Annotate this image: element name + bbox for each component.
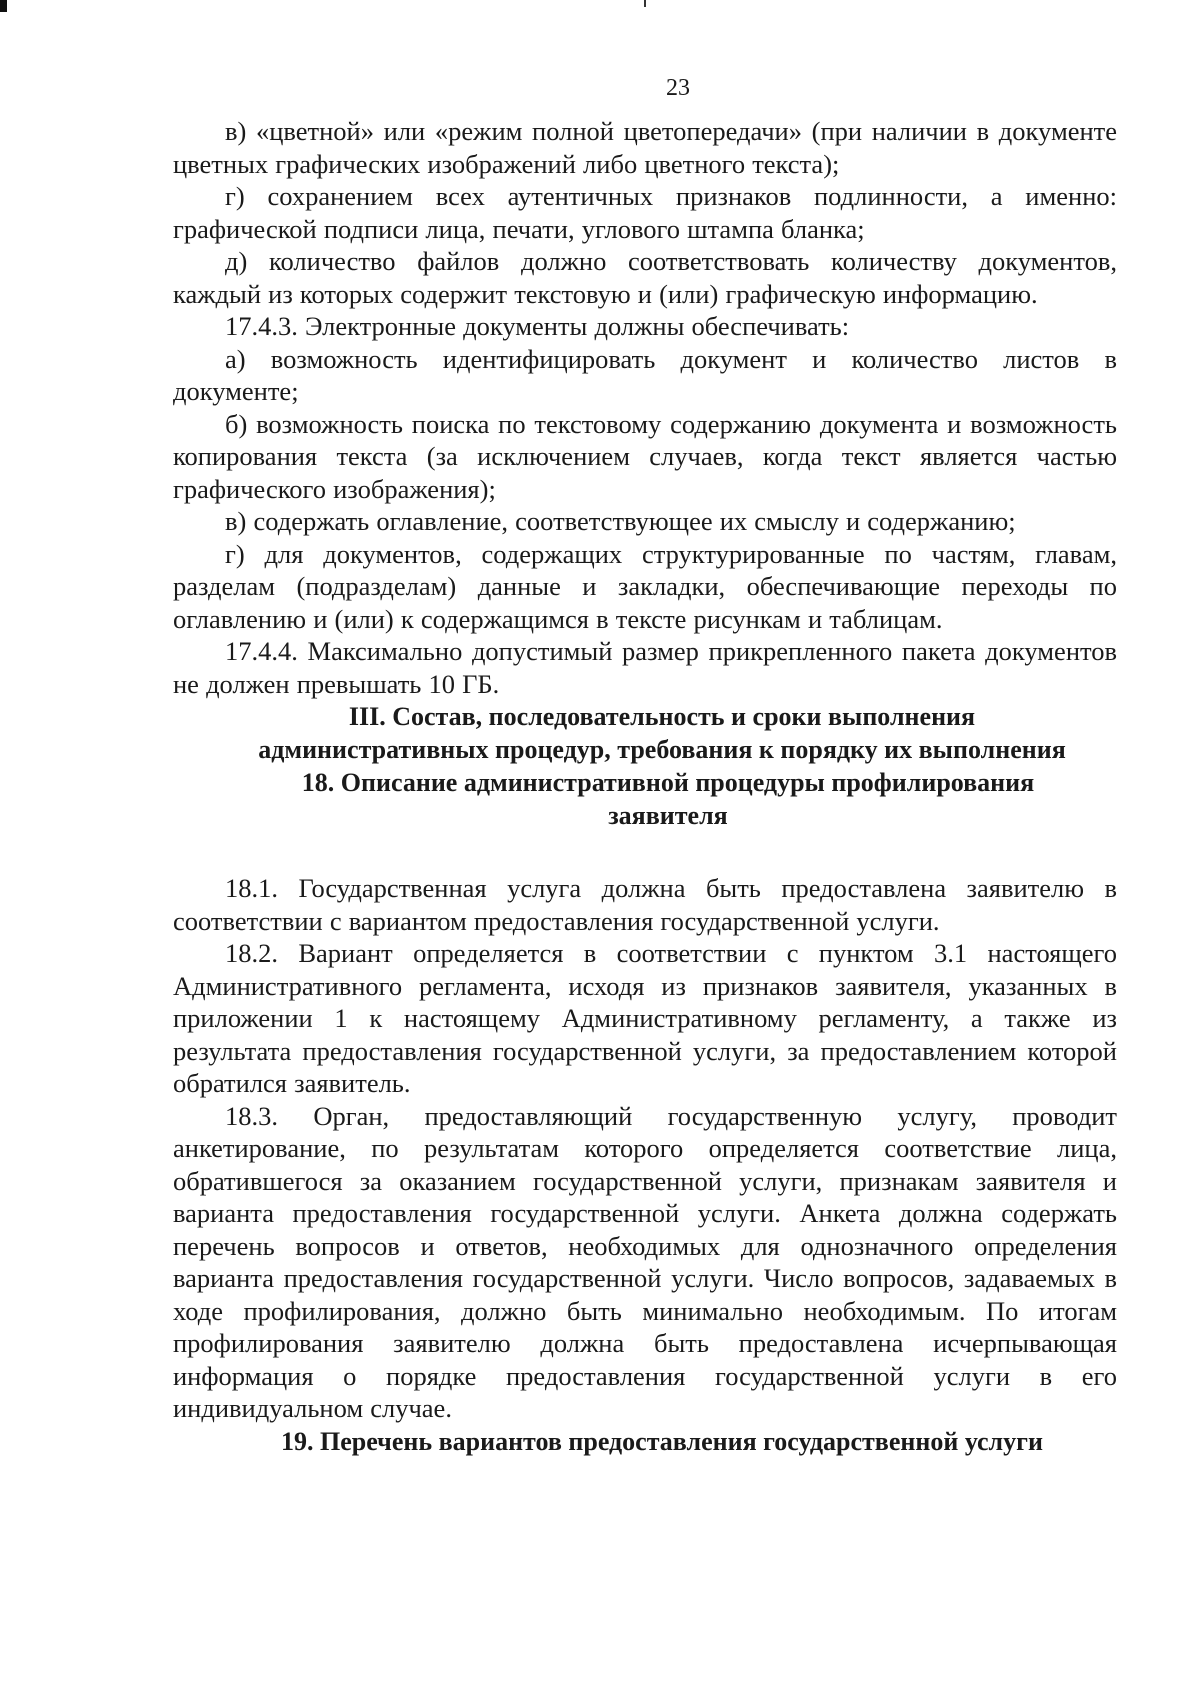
heading-spacer: [173, 832, 1117, 872]
paragraph-18-1: 18.1. Государственная услуга должна быть предоставлена заявителю в соответствии с вариантом предоставления государственной услуги.: [173, 873, 1117, 936]
scan-top-mark: [644, 0, 646, 7]
section-18-heading-line1: 18. Описание административной процедуры профилирования: [301, 768, 1035, 797]
paragraph-18-2: 18.2. Вариант определяется в соответствии с пунктом 3.1 настоящего Административного регламента, исходя из признаков заявителя, указанных в приложении 1 к настоящему Административному регламенту, а также из результата предоставления государственной услуги, за предоставлением которой обратился заявитель.: [173, 938, 1117, 1098]
paragraph-identify-document: а) возможность идентифицировать документ и количество листов в документе;: [173, 343, 1117, 406]
paragraph-color-mode: в) «цветной» или «режим полной цветопередачи» (при наличии в документе цветных графических изображений либо цветного текста);: [173, 116, 1117, 179]
paragraph-structured-docs: г) для документов, содержащих структурированные по частям, главам, разделам (подразделам) данные и закладки, обеспечивающие переходы по оглавлению и (или) к содержащимся в тексте рисункам и таблицам.: [173, 538, 1117, 634]
top-paragraphs: [173, 115, 1117, 700]
document-page: [173, 72, 1117, 1458]
section-3-heading-line1: III. Состав, последовательность и сроки выполнения: [348, 702, 976, 731]
page-number: 23: [666, 75, 690, 101]
paragraph-authenticity: г) сохранением всех аутентичных признаков подлинности, а именно: графической подписи лица, печати, углового штампа бланка;: [173, 181, 1117, 244]
section-19-heading: [173, 1425, 1117, 1458]
paragraph-file-count: д) количество файлов должно соответствовать количеству документов, каждый из которых содержит текстовую и (или) графическую информацию.: [173, 246, 1117, 309]
paragraph-17-4-3: 17.4.3. Электронные документы должны обеспечивать:: [225, 311, 850, 341]
paragraph-table-of-contents: в) содержать оглавление, соответствующее их смыслу и содержанию;: [225, 506, 1016, 536]
section-3-heading-line2: административных процедур, требования к порядку их выполнения: [258, 735, 1066, 764]
paragraph-18-3: 18.3. Орган, предоставляющий государственную услугу, проводит анкетирование, по результатам которого определяется соответствие лица, обратившегося за оказанием государственной услуги, признакам заявителя и варианта предоставления государственной услуги. Анкета должна содержать перечень вопросов и ответов, необходимых для однозначного определения варианта предоставления государственной услуги. Число вопросов, задаваемых в ходе профилирования, должно быть минимально необходимым. По итогам профилирования заявителю должна быть предоставлена исчерпывающая информация о порядке предоставления государственной услуги в его индивидуальном случае.: [173, 1100, 1117, 1423]
section-19-heading-line1: 19. Перечень вариантов предоставления государственной услуги: [281, 1426, 1043, 1456]
section-18-paragraphs: [173, 872, 1117, 1425]
paragraph-search-copy: б) возможность поиска по текстовому содержанию документа и возможность копирования текста (за исключением случаев, когда текст является частью графического изображения);: [173, 408, 1117, 504]
section-18-heading-line2: заявителя: [608, 801, 728, 830]
section-3-heading: [173, 700, 1117, 766]
section-18-heading: [173, 766, 1117, 832]
scan-edge-mark: [0, 0, 7, 12]
paragraph-17-4-4: 17.4.4. Максимально допустимый размер прикрепленного пакета документов не должен превышать 10 ГБ.: [173, 636, 1117, 699]
